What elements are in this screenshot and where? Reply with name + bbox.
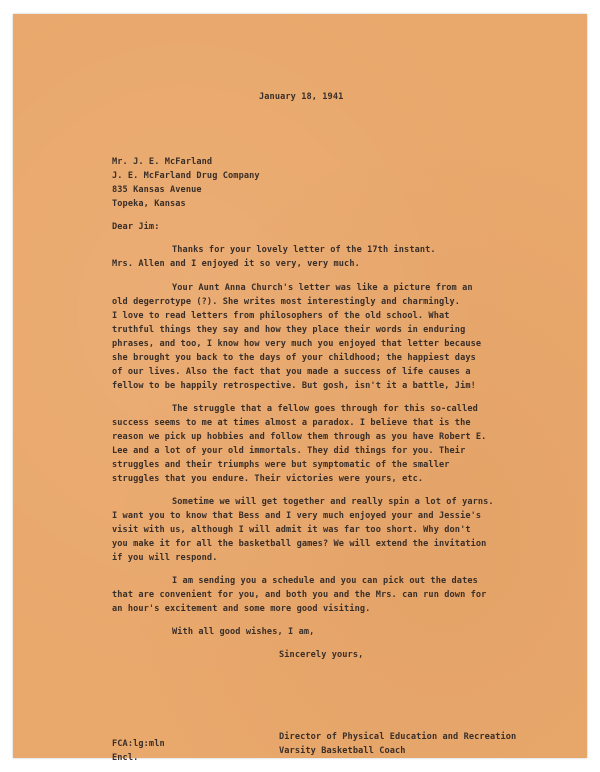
body-line: I want you to know that Bess and I very much enjoyed your and Jessie's [112, 511, 482, 521]
address-line: J. E. McFarland Drug Company [112, 171, 260, 181]
title-line: Varsity Basketball Coach [279, 746, 406, 756]
salutation: Dear Jim: [112, 222, 160, 232]
address-line: Mr. J. E. McFarland [112, 157, 213, 167]
body-line: she brought you back to the days of your childhood; the happiest days [112, 353, 476, 363]
body-line: of our lives. Also the fact that you made a success of life causes a [112, 367, 471, 377]
body-line: Mrs. Allen and I enjoyed it so very, very much. [112, 259, 360, 269]
complimentary-close: Sincerely yours, [279, 650, 364, 660]
body-line: struggles and their triumphs were but symptomatic of the smaller [112, 460, 450, 470]
body-line: The struggle that a fellow goes through for this so-called [172, 404, 478, 414]
body-line: Your Aunt Anna Church's letter was like a picture from an [172, 283, 473, 293]
reference-line: FCA:lg:mln [112, 739, 165, 749]
body-line: if you will respond. [112, 553, 218, 563]
body-line: truthful things they say and how they place their words in enduring [112, 325, 466, 335]
body-line: an hour's excitement and some more good visiting. [112, 604, 371, 614]
body-line: Sometime we will get together and really spin a lot of yarns. [172, 497, 494, 507]
letter-date: January 18, 1941 [259, 92, 344, 102]
body-line: struggles that you endure. Their victories were yours, etc. [112, 474, 424, 484]
closing-line: With all good wishes, I am, [172, 627, 315, 637]
body-line: visit with us, although I will admit it was far too short. Why don't [112, 525, 471, 535]
body-line: Thanks for your lovely letter of the 17th instant. [172, 245, 436, 255]
body-line: success seems to me at times almost a paradox. I believe that is the [112, 418, 471, 428]
body-line: Lee and a lot of your old immortals. They did things for you. Their [112, 446, 466, 456]
address-line: Topeka, Kansas [112, 199, 186, 209]
body-line: you make it for all the basketball games? We will extend the invitation [112, 539, 487, 549]
body-line: I am sending you a schedule and you can pick out the dates [172, 576, 478, 586]
body-line: that are convenient for you, and both you and the Mrs. can run down for [112, 590, 487, 600]
body-line: fellow to be happily retrospective. But gosh, isn't it a battle, Jim! [112, 381, 476, 391]
body-line: phrases, and too, I know how very much you enjoyed that letter because [112, 339, 482, 349]
body-line: reason we pick up hobbies and follow them through as you have Robert E. [112, 432, 487, 442]
letter-page [13, 14, 587, 763]
body-line: old degerrotype (?). She writes most interestingly and charmingly. [112, 297, 461, 307]
address-line: 835 Kansas Avenue [112, 185, 202, 195]
reference-line: Encl. [112, 753, 139, 763]
body-line: I love to read letters from philosophers of the old school. What [112, 311, 450, 321]
title-line: Director of Physical Education and Recreation [279, 732, 517, 742]
